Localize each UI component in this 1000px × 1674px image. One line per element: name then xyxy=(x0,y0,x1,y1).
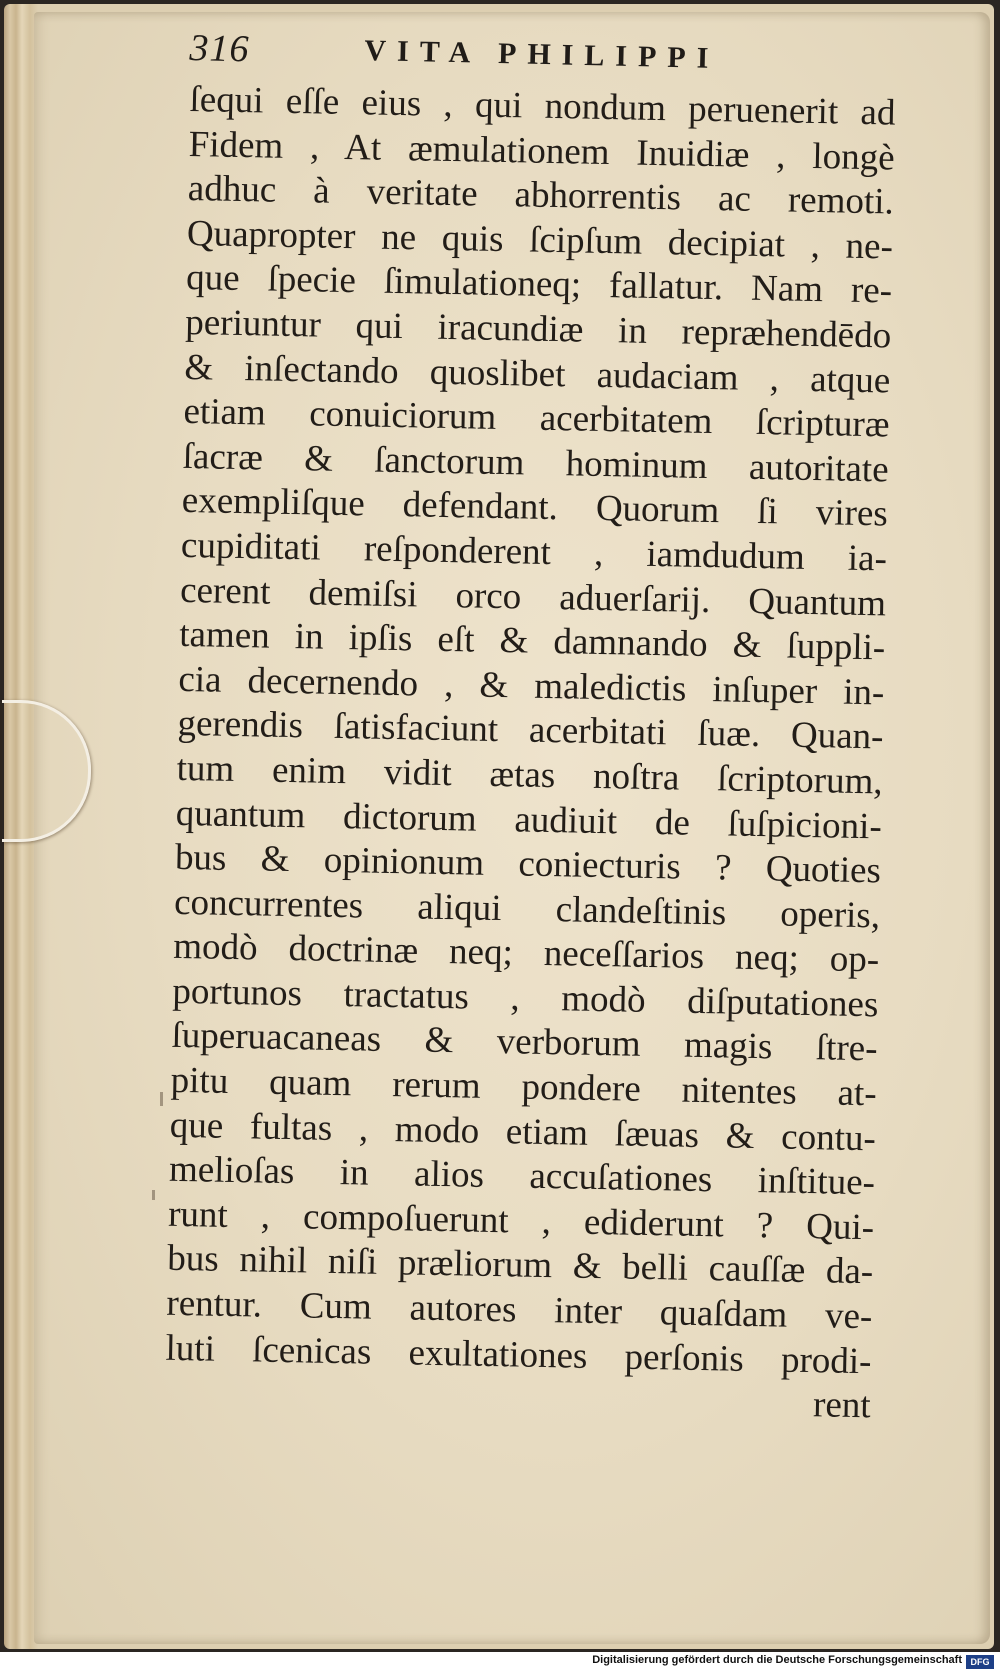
text-line: quantum dictorum audiuit de ſuſpicioni- xyxy=(175,792,883,847)
dfg-logo: DFG xyxy=(966,1655,994,1669)
running-title: VITA PHILIPPI xyxy=(364,33,720,76)
text-line: ſacræ & ſanctorum hominum autoritate xyxy=(182,435,890,491)
text-line: cerent demiſsi orco aduerſarij. Quantum xyxy=(179,569,887,624)
text-line: luti ſcenicas exultationes perſonis prodi- xyxy=(165,1327,872,1382)
text-line: melioſas in alios accuſationes inſtitue- xyxy=(168,1149,876,1204)
text-line: modò doctrinæ neq; neceſſarios neq; op- xyxy=(172,926,880,981)
text-line: etiam conuiciorum acerbitatem ſcripturæ xyxy=(183,391,890,446)
text-line: que fultas , modo etiam ſæuas & contu- xyxy=(169,1104,877,1160)
text-line: runt , compoſuerunt , ediderunt ? Qui- xyxy=(167,1193,875,1249)
margin-mark xyxy=(152,1190,155,1200)
text-line: periuntur qui iracundiæ in repræhendēdo xyxy=(184,301,892,357)
text-line: pitu quam rerum pondere nitentes at- xyxy=(170,1059,878,1115)
text-line: que ſpecie ſimulationeq; fallatur. Nam re- xyxy=(185,257,893,312)
digitization-credit: Digitalisierung gefördert durch die Deutsche Forschungsgemeinschaft xyxy=(592,1654,962,1666)
text-line: Fidem , At æmulationem Inuidiæ , longè xyxy=(188,123,895,179)
text-line: & inſectando quoslibet audaciam , atque xyxy=(184,346,891,402)
text-line: ſequi eſſe eius , qui nondum peruenerit ad xyxy=(189,78,896,134)
text-line: rentur. Cum autores inter quaſdam ve- xyxy=(166,1282,873,1338)
text-line: adhuc à veritate abhorrentis ac remoti. xyxy=(187,168,895,223)
text-line: bus & opinionum coniecturis ? Quoties xyxy=(174,836,882,892)
text-line: concurrentes aliqui clandeſtinis operis, xyxy=(173,881,881,937)
text-line: tum enim vidit ætas noſtra ſcriptorum, xyxy=(176,747,884,803)
text-line: cupiditati reſponderent , iamdudum ia- xyxy=(180,524,888,580)
text-line: tamen in ipſis eſt & damnando & ſuppli- xyxy=(178,614,886,669)
page-number: 316 xyxy=(189,26,250,71)
text-line: exempliſque defendant. Quorum ſi vires xyxy=(181,480,889,535)
text-line: cia decernendo , & maledictis inſuper in- xyxy=(178,658,885,714)
body-text xyxy=(164,78,910,1429)
text-line: bus nihil niſi præliorum & belli cauſſæ da- xyxy=(166,1238,874,1293)
text-line: gerendis ſatisfaciunt acerbitati ſuæ. Quan- xyxy=(177,703,884,758)
margin-mark xyxy=(160,1092,163,1106)
catchword: rent xyxy=(812,1384,872,1427)
text-line: ſuperuacaneas & verborum magis ſtre- xyxy=(171,1015,878,1070)
text-line: portunos tractatus , modò diſputationes xyxy=(172,970,879,1026)
text-line: Quapropter ne quis ſcipſum decipiat , ne- xyxy=(186,212,894,268)
